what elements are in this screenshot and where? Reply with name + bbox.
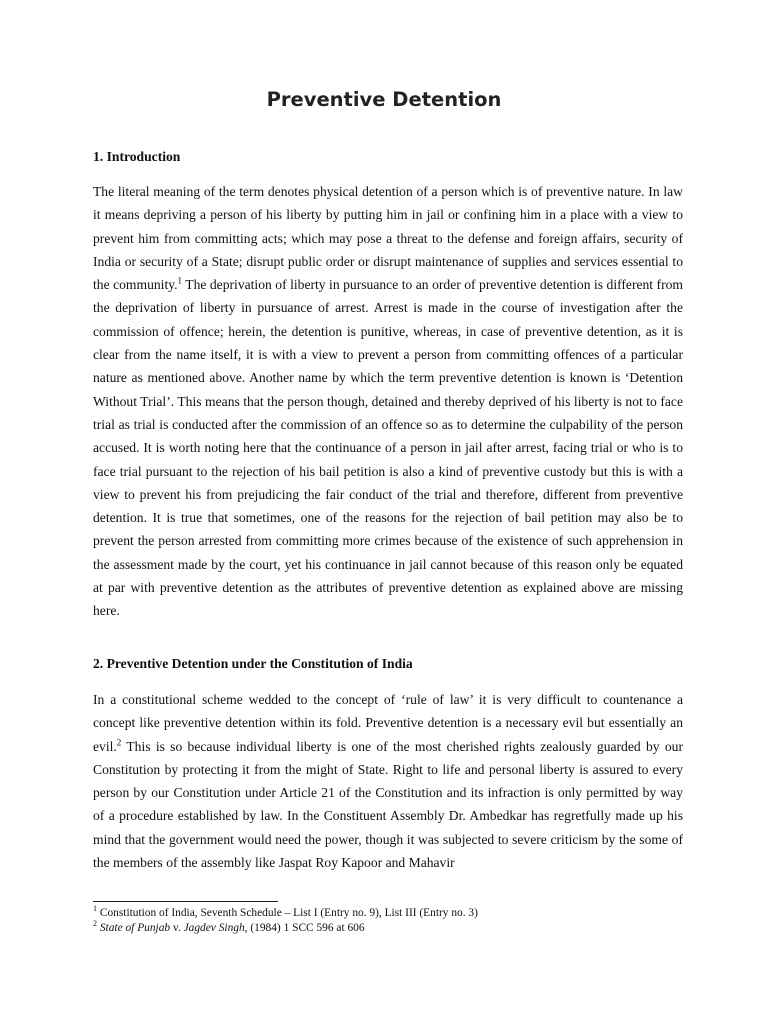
constitution-text-part1: In a constitutional scheme wedded to the concept of ‘rule of law’ it is very difficult to countenance a concept like preventive detention within its fold. Preventive detention is a necessary evil but essentially an evil.	[93, 692, 683, 754]
footnote-ref-1[interactable]: 1	[177, 275, 183, 286]
footnote-2-number: 2	[93, 919, 97, 929]
footnote-1	[93, 904, 693, 919]
footnote-ref-2[interactable]: 2	[116, 737, 122, 748]
introduction-text-part2: The deprivation of liberty in pursuance to an order of preventive detention is different from the deprivation of liberty in pursuance of arrest. Arrest is made in the course of investigation after the commission of offence; herein, the detention is punitive, whereas, in case of preventive detention, as it is clear from the name itself, it is with a view to prevent a person from committing offences of a particular nature as mentioned above. Another name by which the term preventive detention is known is ‘Detention Without Trial’. This means that the person though, detained and thereby deprived of his liberty is not to face trial as trial is conducted after the commission of an offence so as to determine the culpability of the person accused. It is worth noting here that the continuance of a person in jail after arrest, facing trial or who is to face trial pursuant to the rejection of his bail petition is also a kind of preventive custody but this is with a view to prevent his from prejudicing the fair conduct of the trial and therefore, different from preventive detention. It is true that sometimes, one of the reasons for the rejection of bail petition may also be to prevent the person arrested from committing more crimes because of the existence of such apprehension in the assessment made by the court, yet his continuance in jail cannot because of this reason only be equated at par with preventive detention as the attributes of preventive detention as explained above are missing here.	[93, 277, 683, 619]
footnote-2-versus: v.	[170, 922, 184, 934]
footnote-2-citation: , (1984) 1 SCC 596 at 606	[244, 922, 365, 934]
introduction-text-part1: The literal meaning of the term denotes physical detention of a person which is of preventive nature. In law it means depriving a person of his liberty by putting him in jail or confining him in a place with a view to prevent him from committing acts; which may pose a threat to the defense and foreign affairs, security of India or security of a State; disrupt public order or disrupt maintenance of supplies and services essential to the community.	[93, 184, 683, 293]
constitution-paragraph	[93, 688, 683, 874]
footnote-2	[93, 919, 693, 934]
constitution-text-part2: This is so because individual liberty is one of the most cherished rights zealously guarded by our Constitution by protecting it from the might of State. Right to life and personal liberty is assured to every person by our Constitution under Article 21 of the Constitution and its infraction is only permitted by way of a procedure established by law. In the Constituent Assembly Dr. Ambedkar has regretfully made up his mind that the government would need the power, though it was subjected to severe criticism by the some of the members of the assembly like Jaspat Roy Kapoor and Mahavir	[93, 738, 683, 871]
footnote-2-case-name: State of Punjab	[99, 922, 171, 934]
page-title: Preventive Detention	[266, 88, 502, 111]
introduction-paragraph	[93, 180, 683, 623]
section-heading-constitution: 2. Preventive Detention under the Constitution of India	[93, 656, 413, 671]
footnote-separator	[93, 901, 278, 902]
footnote-2-party: Jagdev Singh	[183, 922, 245, 934]
section-heading-introduction: 1. Introduction	[93, 149, 181, 164]
footnote-1-number: 1	[93, 904, 97, 914]
footnote-1-text: Constitution of India, Seventh Schedule – List I (Entry no. 9), List III (Entry no. 3)	[99, 907, 478, 919]
